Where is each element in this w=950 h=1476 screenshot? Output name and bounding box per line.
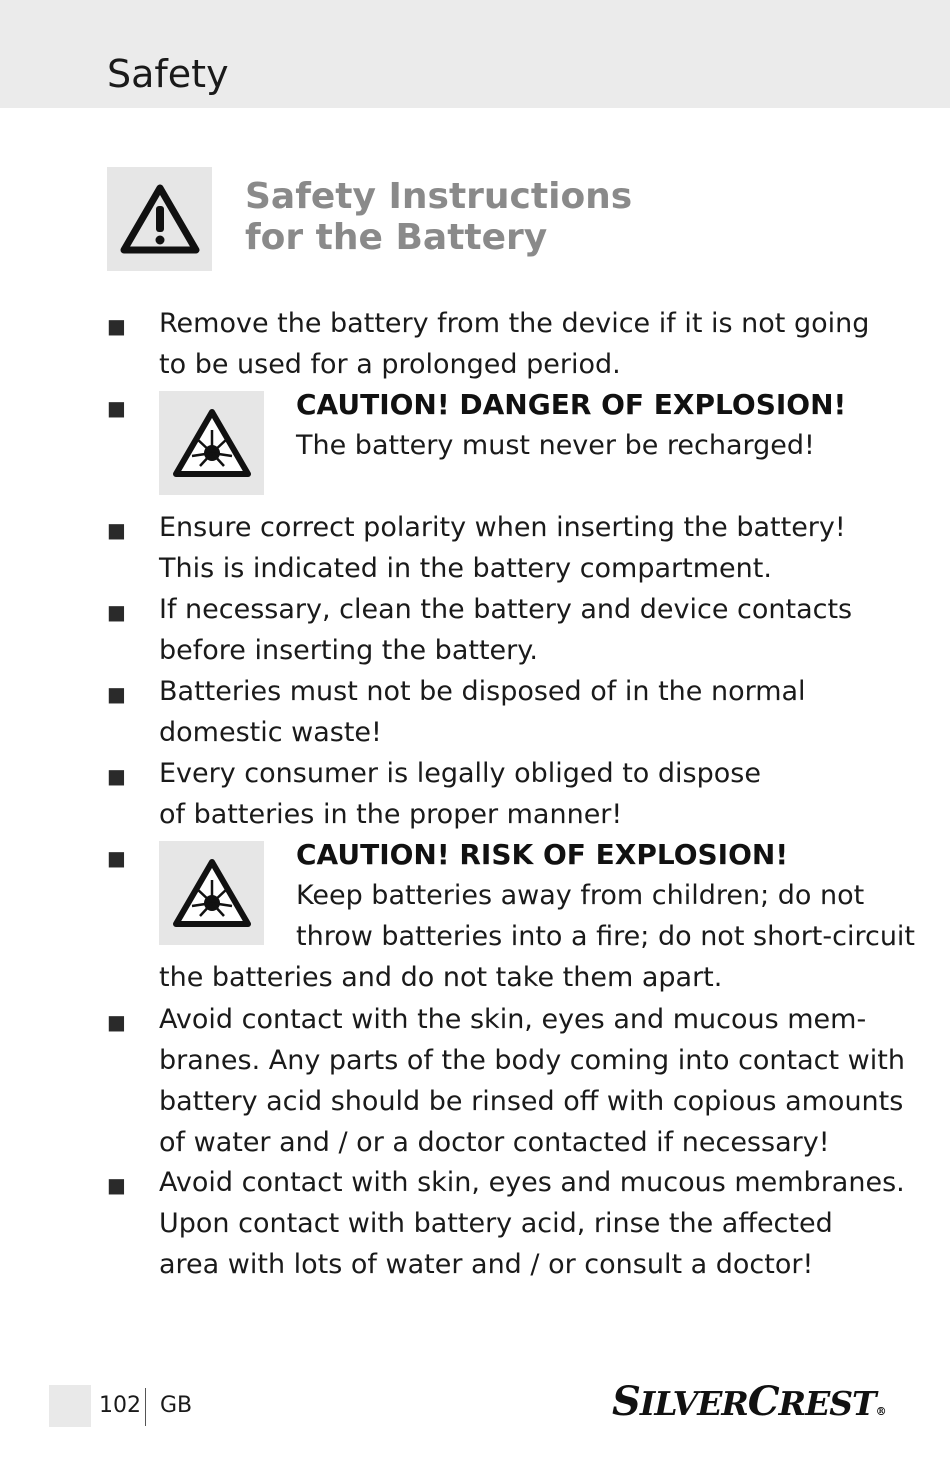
list-item-line: branes. Any parts of the body coming into contact with (159, 1045, 905, 1076)
list-item (296, 875, 915, 957)
bullet-marker: ■ (107, 600, 126, 624)
list-item-line: to be used for a prolonged period. (159, 349, 621, 380)
list-item (159, 507, 846, 589)
list-item-line: domestic waste! (159, 717, 382, 748)
bullet-marker: ■ (107, 764, 126, 788)
list-item-line: before inserting the battery. (159, 635, 538, 666)
list-item-line: Avoid contact with the skin, eyes and mucous mem- (159, 1004, 867, 1035)
bullet-marker: ■ (107, 1010, 126, 1034)
list-item (159, 753, 761, 835)
brand-letter: C (747, 1378, 779, 1425)
list-item-line: battery acid should be rinsed off with copious amounts (159, 1086, 904, 1117)
list-item (159, 999, 905, 1163)
list-item-line: Keep batteries away from children; do not (296, 880, 865, 911)
list-item-line: of water and / or a doctor contacted if necessary! (159, 1127, 830, 1158)
list-item-line: Avoid contact with skin, eyes and mucous membranes. (159, 1167, 905, 1198)
list-item-continuation (159, 957, 722, 998)
warning-icon-box (107, 167, 212, 271)
bullet-marker: ■ (107, 396, 126, 420)
bullet-marker: ■ (107, 1173, 126, 1197)
list-item-line: If necessary, clean the battery and device contacts (159, 594, 853, 625)
list-item-line: the batteries and do not take them apart. (159, 962, 723, 993)
list-item (296, 425, 815, 466)
list-item-line: Ensure correct polarity when inserting the battery! (159, 512, 846, 543)
list-item-line: area with lots of water and / or consult a doctor! (159, 1249, 814, 1280)
brand-letter: S (612, 1378, 640, 1425)
list-item-line: Remove the battery from the device if it is not going (159, 308, 870, 339)
brand-letters: ILVER (639, 1384, 748, 1423)
page-number: 102 (99, 1393, 141, 1418)
list-item-line: Upon contact with battery acid, rinse the affected (159, 1208, 833, 1239)
explosion-icon-box (159, 391, 264, 495)
section-title (245, 176, 632, 258)
list-item-line: The battery must never be recharged! (296, 430, 815, 461)
bullet-marker: ■ (107, 682, 126, 706)
list-item (159, 671, 806, 753)
footer-divider (145, 1388, 146, 1426)
explosion-warning-icon (172, 408, 252, 478)
brand-logo (612, 1378, 886, 1428)
list-item (159, 589, 852, 671)
list-item-line: This is indicated in the battery compartment. (159, 553, 772, 584)
list-item (159, 1162, 905, 1285)
list-item-line: Batteries must not be disposed of in the normal (159, 676, 806, 707)
brand-letters: REST (778, 1384, 876, 1423)
language-code: GB (160, 1393, 193, 1418)
page-header (0, 0, 950, 108)
bullet-marker: ■ (107, 314, 126, 338)
footer-marker-box (49, 1385, 91, 1427)
bullet-marker: ■ (107, 846, 126, 870)
explosion-icon-box (159, 841, 264, 945)
section-title-line-2: for the Battery (245, 217, 548, 258)
bullet-marker: ■ (107, 518, 126, 542)
section-title-line-1: Safety Instructions (245, 176, 633, 217)
caution-heading: CAUTION! DANGER OF EXPLOSION! (296, 388, 847, 421)
explosion-warning-icon (172, 858, 252, 928)
list-item-line: throw batteries into a fire; do not short-circuit (296, 921, 916, 952)
list-item (159, 303, 869, 385)
list-item-line: Every consumer is legally obliged to dispose (159, 758, 761, 789)
warning-triangle-icon (120, 184, 200, 254)
list-item-line: of batteries in the proper manner! (159, 799, 623, 830)
caution-heading: CAUTION! RISK OF EXPLOSION! (296, 838, 789, 871)
registered-mark: ® (875, 1405, 886, 1418)
page-title: Safety (107, 52, 229, 96)
